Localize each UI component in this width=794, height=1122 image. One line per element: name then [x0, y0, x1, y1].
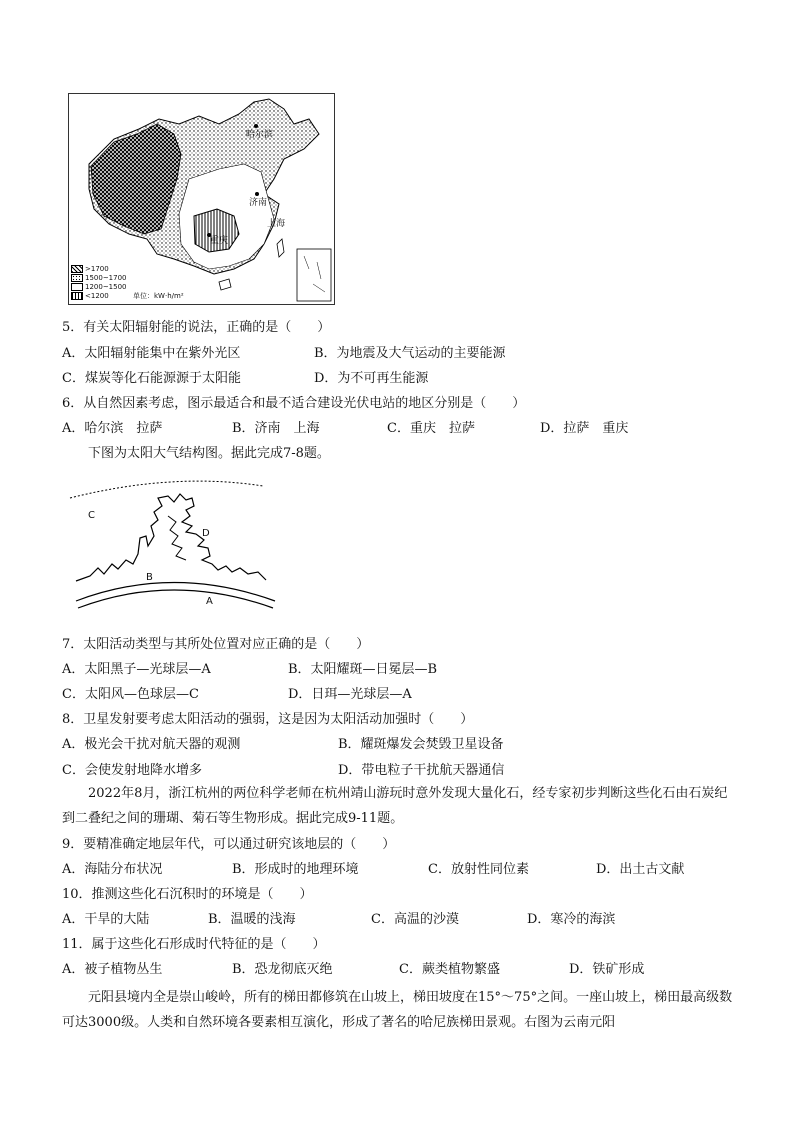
q9-stem: 9．要精准确定地层年代，可以通过研究该地层的（ ）: [62, 837, 396, 852]
map-label-jinan: 济南: [249, 198, 268, 208]
sun-label-c: C: [88, 510, 95, 521]
q5-option-b: B．为地震及大气运动的主要能源: [314, 346, 506, 361]
q10-option-b: B．温暖的浅海: [208, 912, 296, 927]
q5-option-c: C．煤炭等化石能源源于太阳能: [62, 371, 241, 386]
legend-swatch-2: [71, 274, 83, 282]
legend-swatch-4: [71, 292, 83, 300]
q6-option-c: C．重庆 拉萨: [387, 421, 475, 436]
q7-option-c: C．太阳风—色球层—C: [62, 687, 199, 702]
q8-option-c: C．会使发射地降水增多: [62, 763, 202, 778]
map-label-harbin: 哈尔滨: [246, 130, 274, 140]
q9-option-c: C．放射性同位素: [428, 862, 529, 877]
q11-stem: 11．属于这些化石形成时代特征的是（ ）: [62, 937, 326, 952]
sun-structure-graphic: [68, 476, 278, 611]
q7-option-b: B．太阳耀斑—日冕层—B: [288, 662, 438, 677]
q8-option-d: D．带电粒子干扰航天器通信: [338, 763, 505, 778]
intro-terraces: 元阳县境内全是崇山峻岭，所有的梯田都修筑在山坡上，梯田坡度在15°～75°之间。一座山坡上，梯田最高级数可达3000级。人类和自然环境各要素相互演化，形成了著名的哈尼族梯田景观。右图为云南元阳: [62, 990, 733, 1030]
q9-option-d: D．出土古文献: [596, 862, 685, 877]
china-map-graphic: [69, 94, 334, 304]
q9-option-b: B．形成时的地理环境: [232, 862, 359, 877]
q11-option-d: D．铁矿形成: [569, 962, 645, 977]
legend-row-3: 1200~1500: [71, 283, 127, 291]
intro-9-11: 2022年8月，浙江杭州的两位科学老师在杭州靖山游玩时意外发现大量化石，经专家初步判断这些化石由石炭纪到二叠纪之间的珊瑚、菊石等生物形成。据此完成9-11题。: [62, 786, 728, 826]
q7-stem: 7．太阳活动类型与其所处位置对应正确的是（ ）: [62, 637, 370, 652]
legend-swatch-1: [71, 265, 83, 273]
q10-option-a: A．干旱的大陆: [62, 912, 150, 927]
q6-stem: 6．从自然因素考虑，图示最适合和最不适合建设光伏电站的地区分别是（ ）: [62, 396, 526, 411]
q5-option-d: D．为不可再生能源: [314, 371, 429, 386]
q6-option-a: A．哈尔滨 拉萨: [62, 421, 163, 436]
map-label-chongqing: 重庆: [210, 236, 229, 246]
intro-7-8: 下图为太阳大气结构图。据此完成7-8题。: [88, 446, 330, 461]
map-unit: 单位：kW·h/m²: [133, 292, 184, 300]
sun-label-a: A: [206, 596, 213, 607]
sun-atmosphere-figure: [68, 476, 278, 611]
solar-radiation-map: [68, 93, 335, 305]
q11-option-c: C．蕨类植物繁盛: [399, 962, 500, 977]
sun-label-b: B: [146, 572, 153, 583]
q11-option-b: B．恐龙彻底灭绝: [232, 962, 333, 977]
q6-option-d: D．拉萨 重庆: [540, 421, 629, 436]
q9-option-a: A．海陆分布状况: [62, 862, 163, 877]
q7-option-a: A．太阳黑子—光球层—A: [62, 662, 211, 677]
q8-option-b: B．耀斑爆发会焚毁卫星设备: [338, 737, 504, 752]
q8-option-a: A．极光会干扰对航天器的观测: [62, 737, 241, 752]
q10-option-c: C．高温的沙漠: [371, 912, 459, 927]
q5-option-a: A．太阳辐射能集中在紫外光区: [62, 346, 241, 361]
q11-option-a: A．被子植物丛生: [62, 962, 163, 977]
sun-label-d: D: [202, 528, 210, 539]
q5-stem: 5．有关太阳辐射能的说法，正确的是（ ）: [62, 320, 331, 335]
q10-stem: 10．推测这些化石沉积时的环境是（ ）: [62, 887, 313, 902]
q8-stem: 8．卫星发射要考虑太阳活动的强弱，这是因为太阳活动加强时（ ）: [62, 712, 474, 727]
map-label-shanghai: 上海: [267, 219, 286, 229]
legend-row-4: <1200: [71, 292, 109, 300]
legend-row-1: >1700: [71, 265, 109, 273]
legend-row-2: 1500~1700: [71, 274, 127, 282]
q7-option-d: D．日珥—光球层—A: [288, 687, 412, 702]
q10-option-d: D．寒冷的海滨: [527, 912, 616, 927]
legend-swatch-3: [71, 283, 83, 291]
q6-option-b: B．济南 上海: [232, 421, 320, 436]
